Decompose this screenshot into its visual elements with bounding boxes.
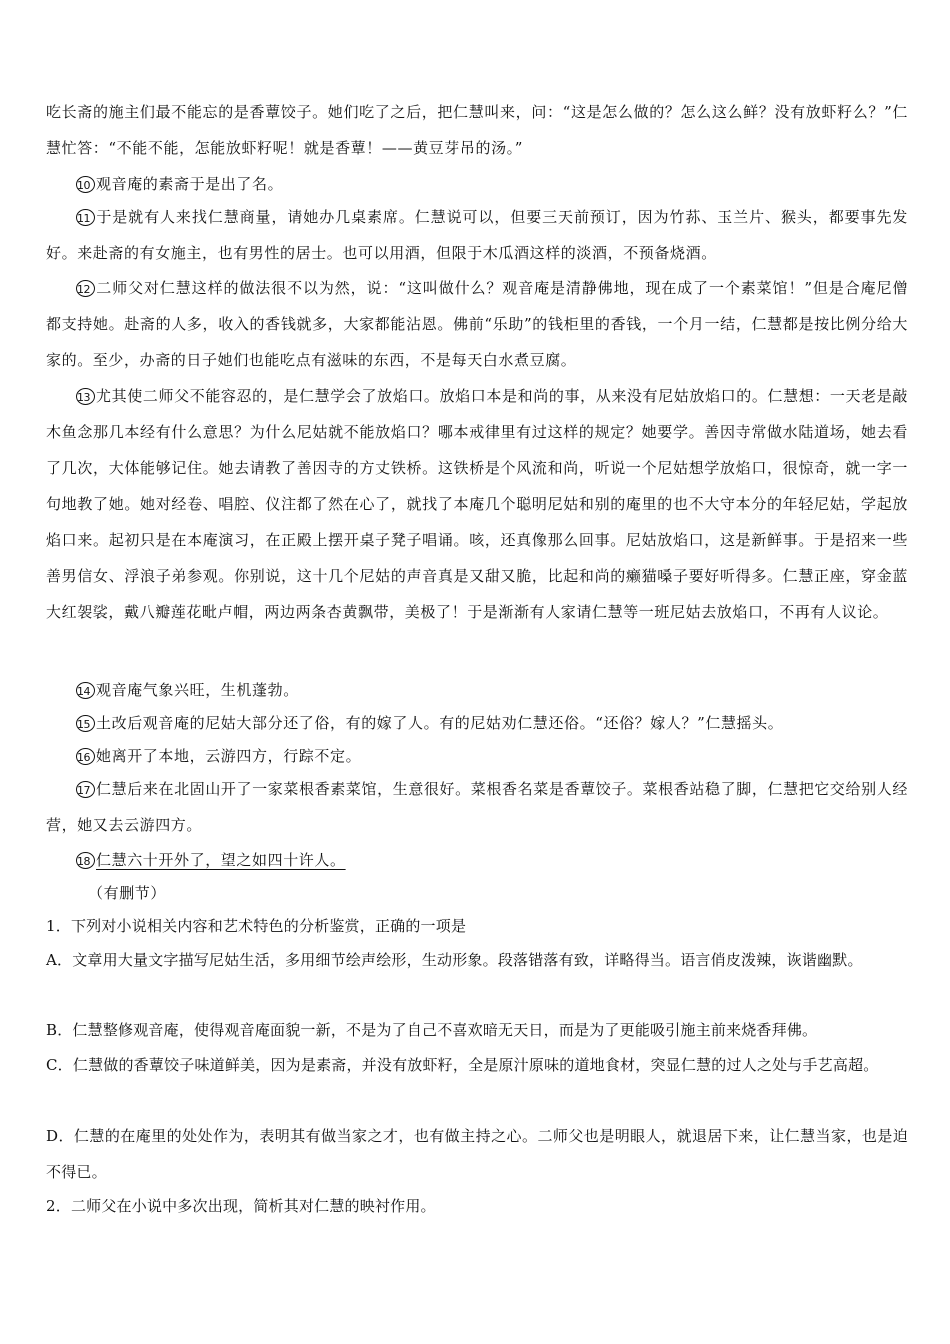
paragraph-text: 于是就有人来找仁慧商量，请她办几桌素席。仁慧说可以，但要三天前预订，因为竹荪、玉兰片、猴头，都要事先发好。来赴斋的有女施主，也有男性的居士。也可以用酒，但限于木瓜酒这样的淡酒，不预备烧酒。	[46, 208, 908, 262]
paragraph-11	[46, 199, 908, 271]
paragraph-text: 观音庵气象兴旺，生机蓬勃。	[96, 681, 299, 699]
paragraph-18	[46, 842, 908, 878]
paragraph-number-badge: 11	[76, 209, 95, 226]
paragraph-text: 仁慧后来在北固山开了一家菜根香素菜馆，生意很好。菜根香名菜是香蕈饺子。菜根香站稳了脚，仁慧把它交给别人经营，她又去云游四方。	[46, 780, 908, 834]
underlined-sentence	[76, 851, 346, 869]
paragraph-number-badge: 10	[76, 176, 95, 193]
option-c: C．仁慧做的香蕈饺子味道鲜美，因为是素斋，并没有放虾籽，全是原汁原味的道地食材，突显仁慧的过人之处与手艺高超。	[46, 1056, 879, 1074]
paragraph-17	[46, 771, 908, 843]
paragraph-number-badge: 12	[76, 280, 95, 297]
paragraph-16	[46, 738, 908, 774]
paragraph-number-badge: 18	[76, 852, 95, 869]
paragraph-text: 尤其使二师父不能容忍的，是仁慧学会了放焰口。放焰口本是和尚的事，从来没有尼姑放焰口的。仁慧想：一天老是敲木鱼念那几本经有什么意思？为什么尼姑就不能放焰口？哪本戒律里有过这样的规定？她要学。善因寺常做水陆道场，她去看了几次，大体能够记住。她去请教了善因寺的方丈铁桥。这铁桥是个风流和尚，听说一个尼姑想学放焰口，很惊奇，就一字一句地教了她。她对经卷、唱腔、仪注都了然在心了，就找了本庵几个聪明尼姑和别的庵里的也不大守本分的年轻尼姑，学起放焰口来。起初只是在本庵演习，在正殿上摆开桌子凳子唱诵。咳，还真像那么回事。尼姑放焰口，这是新鲜事。于是招来一些善男信女、浮浪子弟参观。你别说，这十几个尼姑的声音真是又甜又脆，比起和尚的癞猫嗓子要好听得多。仁慧正座，穿金蓝大红袈裟，戴八瓣莲花毗卢帽，两边两条杏黄飘带，美极了！于是渐渐有人家请仁慧等一班尼姑去放焰口，不再有人议论。	[46, 387, 908, 621]
paragraph-text: 观音庵的素斋于是出了名。	[96, 175, 284, 193]
paragraph-14	[46, 672, 908, 708]
paragraph-15	[46, 705, 908, 741]
question-2: 2．二师父在小说中多次出现，简析其对仁慧的映衬作用。	[46, 1197, 436, 1215]
option-a: A．文章用大量文字描写尼姑生活，多用细节绘声绘形，生动形象。段落错落有致，详略得当。语言俏皮泼辣，诙谐幽默。	[46, 951, 863, 969]
paragraph-text: 土改后观音庵的尼姑大部分还了俗，有的嫁了人。有的尼姑劝仁慧还俗。“还俗？嫁人？”仁慧摇头。	[96, 714, 784, 732]
paragraph-number-badge: 16	[76, 748, 95, 765]
paragraph-number-badge: 17	[76, 781, 95, 798]
paragraph-number-badge: 15	[76, 715, 95, 732]
paragraph-12	[46, 270, 908, 378]
option-b: B．仁慧整修观音庵，使得观音庵面貌一新，不是为了自己不喜欢暗无天日，而是为了更能吸引施主前来烧香拜佛。	[46, 1021, 818, 1039]
paragraph-text: 仁慧六十开外了，望之如四十许人。	[96, 851, 346, 869]
paragraph-number-badge: 13	[76, 388, 95, 405]
paragraph-10	[46, 166, 908, 202]
paragraph-text: 她离开了本地，云游四方，行踪不定。	[96, 747, 362, 765]
abridged-note: （有删节）	[88, 884, 167, 902]
paragraph-intro: 吃长斋的施主们最不能忘的是香蕈饺子。她们吃了之后，把仁慧叫来，问：“这是怎么做的？怎么这么鲜？没有放虾籽么？”仁慧忙答：“不能不能，怎能放虾籽呢！就是香蕈！——黄豆芽吊的汤。”	[46, 103, 908, 157]
paragraph-text: 二师父对仁慧这样的做法很不以为然，说：“这叫做什么？观音庵是清静佛地，现在成了一个素菜馆！”但是合庵尼僧都支持她。赴斋的人多，收入的香钱就多，大家都能沾恩。佛前“乐助”的钱柜里的香钱，一个月一结，仁慧都是按比例分给大家的。至少，办斋的日子她们也能吃点有滋味的东西，不是每天白水煮豆腐。	[46, 279, 908, 369]
option-d: D．仁慧的在庵里的处处作为，表明其有做当家之才，也有做主持之心。二师父也是明眼人，就退居下来，让仁慧当家，也是迫不得已。	[46, 1127, 908, 1181]
paragraph-13	[46, 378, 908, 630]
question-1: 1．下列对小说相关内容和艺术特色的分析鉴赏，正确的一项是	[46, 917, 467, 935]
paragraph-number-badge: 14	[76, 682, 95, 699]
